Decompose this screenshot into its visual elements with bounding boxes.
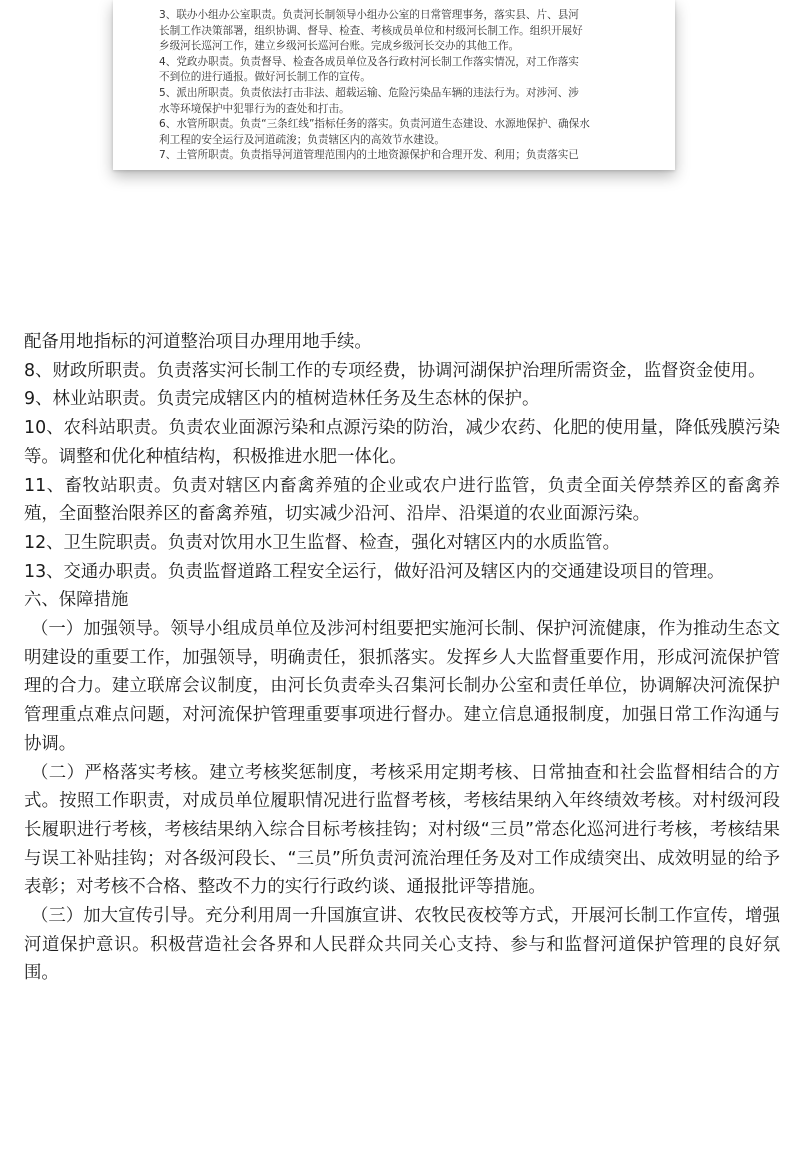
paragraph: 9、林业站职责。负责完成辖区内的植树造林任务及生态林的保护。 bbox=[24, 389, 540, 410]
paragraph: 8、财政所职责。负责落实河长制工作的专项经费，协调河湖保护治理所需资金，监督资金使用。 bbox=[24, 360, 766, 381]
preview-line: 7、土管所职责。负责指导河道管理范围内的土地资源保护和合理开发、利用；负责落实已 bbox=[159, 149, 579, 162]
paragraph: 11、畜牧站职责。负责对辖区内畜禽养殖的企业或农户进行监管，负责全面关停禁养区的畜禽养殖，全面整治限养区的畜禽养殖，切实减少沿河、沿岸、沿渠道的农业面源污染。 bbox=[24, 475, 780, 525]
preview-text-block bbox=[159, 8, 657, 164]
preview-line: 5、派出所职责。负责依法打击非法、超载运输、危险污染品车辆的违法行为。对涉河、涉 bbox=[159, 87, 579, 100]
preview-line: 水等环境保护中犯罪行为的查处和打击。 bbox=[159, 102, 350, 115]
preview-line: 长制工作决策部署，组织协调、督导、检查、考核成员单位和村级河长制工作。组织开展好 bbox=[159, 24, 583, 37]
section-heading: 六、保障措施 bbox=[24, 590, 129, 611]
preview-line: 利工程的安全运行及河道疏浚；负责辖区内的高效节水建设。 bbox=[159, 133, 446, 146]
document-preview-card bbox=[113, 0, 675, 170]
paragraph: 13、交通办职责。负责监督道路工程安全运行，做好沿河及辖区内的交通建设项目的管理。 bbox=[24, 561, 725, 582]
document-body bbox=[24, 328, 780, 988]
paragraph: （二）严格落实考核。建立考核奖惩制度，考核采用定期考核、日常抽查和社会监督相结合的方式。按照工作职责，对成员单位履职情况进行监督考核，考核结果纳入年终绩效考核。对村级河段长履职进行考核，考核结果纳入综合目标考核挂钩；对村级“三员”常态化巡河进行考核，考核结果与误工补贴挂钩；对各级河段长、“三员”所负责河流治理任务及对工作成绩突出、成效明显的给予表彰；对考核不合格、整改不力的实行行政约谈、通报批评等措施。 bbox=[24, 762, 780, 898]
preview-line: 6、水管所职责。负责“三条红线”指标任务的落实。负责河道生态建设、水源地保护、确保水 bbox=[159, 118, 590, 131]
preview-line: 3、联办小组办公室职责。负责河长制领导小组办公室的日常管理事务，落实县、片、县河 bbox=[159, 9, 579, 22]
paragraph: 10、农科站职责。负责农业面源污染和点源污染的防治，减少农药、化肥的使用量，降低残膜污染等。调整和优化种植结构，积极推进水肥一体化。 bbox=[24, 418, 780, 467]
paragraph: 12、卫生院职责。负责对饮用水卫生监督、检查，强化对辖区内的水质监管。 bbox=[24, 532, 621, 553]
preview-line: 4、党政办职责。负责督导、检查各成员单位及各行政村河长制工作落实情况，对工作落实 bbox=[159, 55, 579, 68]
preview-line: 乡级河长巡河工作，建立乡级河长巡河台账。完成乡级河长交办的其他工作。 bbox=[159, 40, 520, 53]
paragraph: （三）加大宣传引导。充分利用周一升国旗宣讲、农牧民夜校等方式，开展河长制工作宣传，增强河道保护意识。积极营造社会各界和人民群众共同关心支持、参与和监督河道保护管理的良好氛围。 bbox=[24, 906, 780, 984]
paragraph: （一）加强领导。领导小组成员单位及涉河村组要把实施河长制、保护河流健康，作为推动生态文明建设的重要工作，加强领导，明确责任，狠抓落实。发挥乡人大监督重要作用，形成河流保护管理的合力。建立联席会议制度，由河长负责牵头召集河长制办公室和责任单位，协调解决河流保护管理重点难点问题，对河流保护管理重要事项进行督办。建立信息通报制度，加强日常工作沟通与协调。 bbox=[24, 619, 780, 754]
preview-line: 不到位的进行通报。做好河长制工作的宣传。 bbox=[159, 71, 371, 84]
paragraph: 配备用地指标的河道整治项目办理用地手续。 bbox=[24, 332, 372, 352]
